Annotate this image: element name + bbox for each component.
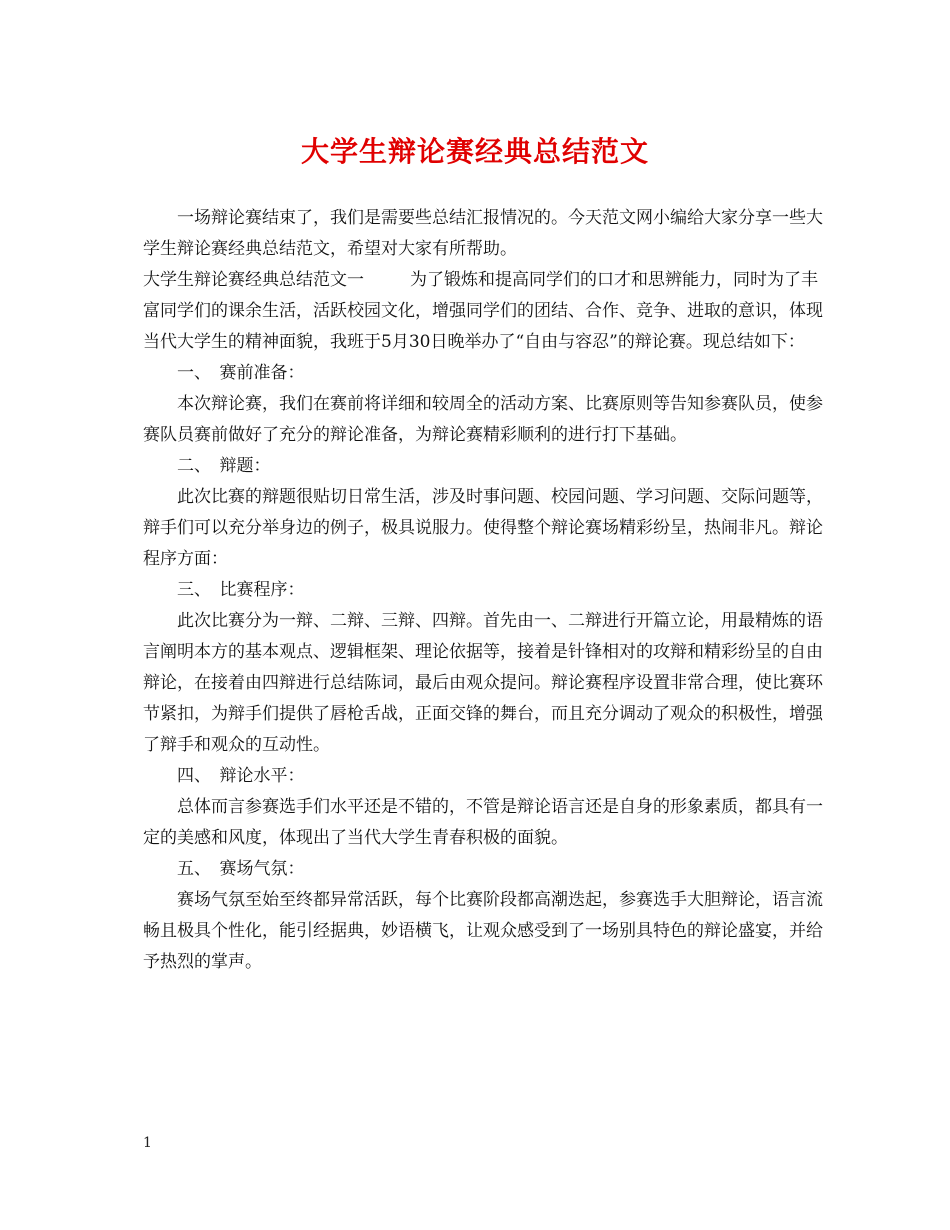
section-title: 大学生辩论赛经典总结范文一 — [143, 270, 364, 290]
section-heading: 一、 赛前准备： — [177, 363, 305, 383]
section-text: 此次比赛的辩题很贴切日常生活，涉及时事问题、校园问题、学习问题、交际问题等，辩手们可以充分举身边的例子，极具说服力。使得整个辩论赛场精彩纷呈，热闹非凡。辩论程序方面： — [143, 487, 823, 569]
section-text: 赛场气氛至始至终都异常活跃，每个比赛阶段都高潮迭起，参赛选手大胆辩论，语言流畅且极具个性化，能引经据典，妙语横飞，让观众感受到了一场别具特色的辩论盛宴，并给予热烈的掌声。 — [143, 890, 823, 972]
section-heading: 四、 辩论水平： — [177, 766, 305, 786]
section-heading: 五、 赛场气氛： — [177, 859, 305, 879]
section-text: 本次辩论赛，我们在赛前将详细和较周全的活动方案、比赛原则等告知参赛队员，使参赛队员赛前做好了充分的辩论准备，为辩论赛精彩顺利的进行打下基础。 — [143, 394, 823, 445]
document-body — [143, 203, 833, 978]
section-text: 总体而言参赛选手们水平还是不错的，不管是辩论语言还是自身的形象素质，都具有一定的美感和风度，体现出了当代大学生青春积极的面貌。 — [143, 797, 823, 848]
section-heading: 三、 比赛程序： — [177, 580, 305, 600]
document-title: 大学生辩论赛经典总结范文 — [300, 135, 649, 168]
section-text: 此次比赛分为一辩、二辩、三辩、四辩。首先由一、二辩进行开篇立论，用最精炼的语言阐明本方的基本观点、逻辑框架、理论依据等，接着是针锋相对的攻辩和精彩纷呈的自由辩论，在接着由四辩进行总结陈词，最后由观众提问。辩论赛程序设置非常合理，使比赛环节紧扣，为辩手们提供了唇枪舌战，正面交锋的舞台，而且充分调动了观众的积极性，增强了辩手和观众的互动性。 — [143, 611, 823, 755]
opening-paragraph — [143, 265, 833, 358]
opening-text: 为了锻炼和提高同学们的口才和思辨能力，同时为了丰富同学们的课余生活，活跃校园文化，增强同学们的团结、合作、竞争、进取的意识，体现当代大学生的精神面貌，我班于5月30日晚举办了“自由与容忍”的辩论赛。现总结如下： — [143, 270, 823, 352]
section-heading: 二、 辩题： — [177, 456, 271, 476]
page-number: 1 — [143, 1135, 152, 1151]
intro-paragraph: 一场辩论赛结束了，我们是需要些总结汇报情况的。今天范文网小编给大家分享一些大学生辩论赛经典总结范文，希望对大家有所帮助。 — [143, 208, 823, 259]
